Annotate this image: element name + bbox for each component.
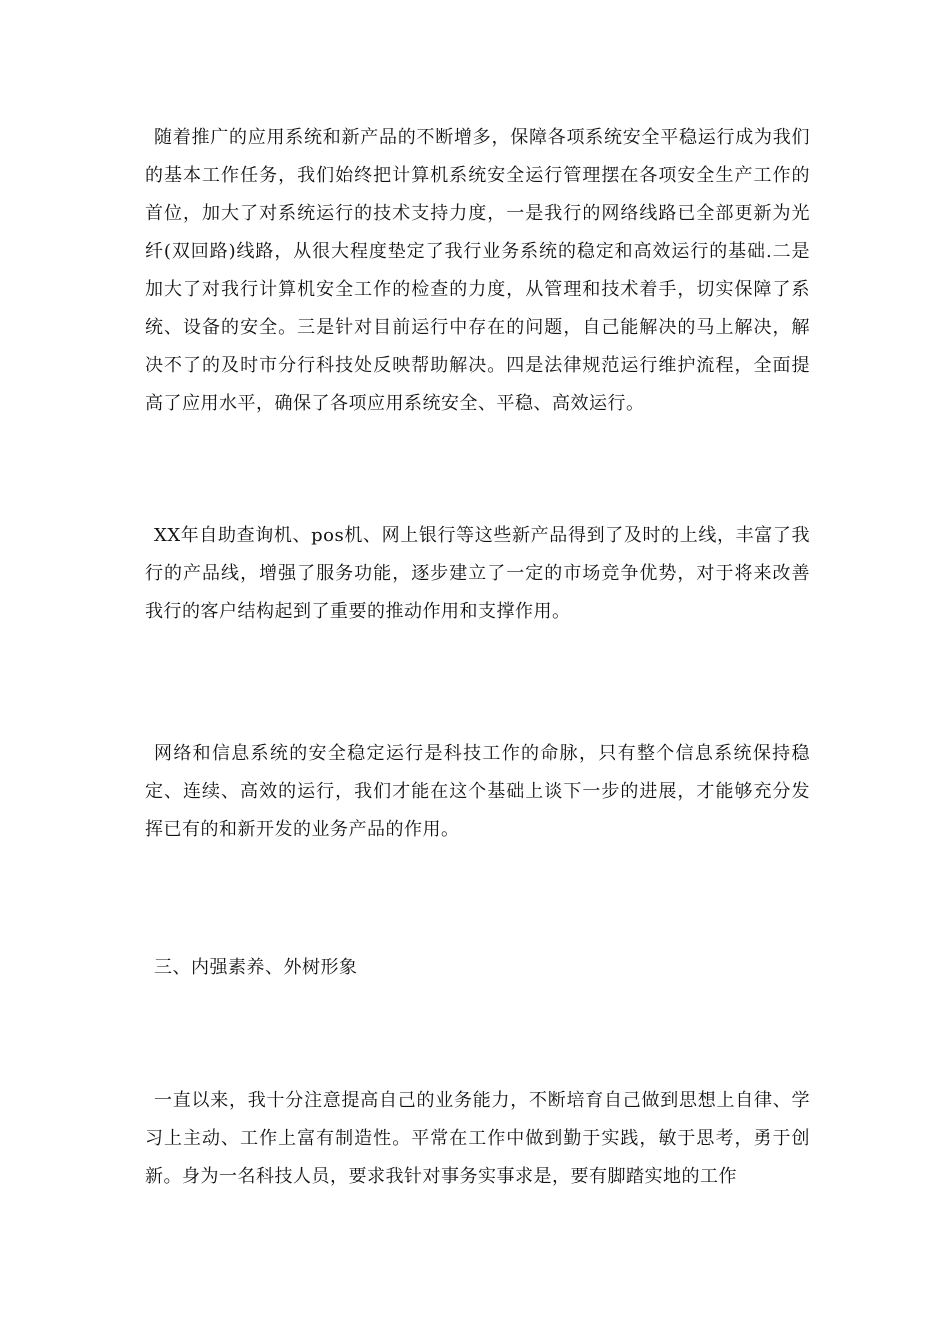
paragraph-new-products: XX年自助查询机、pos机、网上银行等这些新产品得到了及时的上线，丰富了我行的产品线，增强了服务功能，逐步建立了一定的市场竞争优势，对于将来改善我行的客户结构起到了重要的推动作用和支撑作用。 [145, 525, 810, 622]
paragraph-self-improvement: 一直以来，我十分注意提高自己的业务能力，不断培育自己做到思想上自律、学习上主动、工作上富有制造性。平常在工作中做到勤于实践，敏于思考，勇于创新。身为一名科技人员，要求我针对事务实事求是，要有脚踏实地的工作 [145, 1090, 810, 1187]
paragraph-network-stability: 网络和信息系统的安全稳定运行是科技工作的命脉，只有整个信息系统保持稳定、连续、高效的运行，我们才能在这个基础上谈下一步的进展，才能够充分发挥已有的和新开发的业务产品的作用。 [145, 743, 810, 840]
paragraph-system-security: 随着推广的应用系统和新产品的不断增多，保障各项系统安全平稳运行成为我们的基本工作任务，我们始终把计算机系统安全运行管理摆在各项安全生产工作的首位，加大了对系统运行的技术支持力度，一是我行的网络线路已全部更新为光纤(双回路)线路，从很大程度垫定了我行业务系统的稳定和高效运行的基础.二是加大了对我行计算机安全工作的检查的力度，从管理和技术着手，切实保障了系统、设备的安全。三是针对目前运行中存在的问题，自己能解决的马上解决，解决不了的及时市分行科技处反映帮助解决。四是法律规范运行维护流程，全面提高了应用水平，确保了各项应用系统安全、平稳、高效运行。 [145, 127, 810, 414]
section-heading: 三、内强素养、外树形象 [154, 957, 358, 978]
